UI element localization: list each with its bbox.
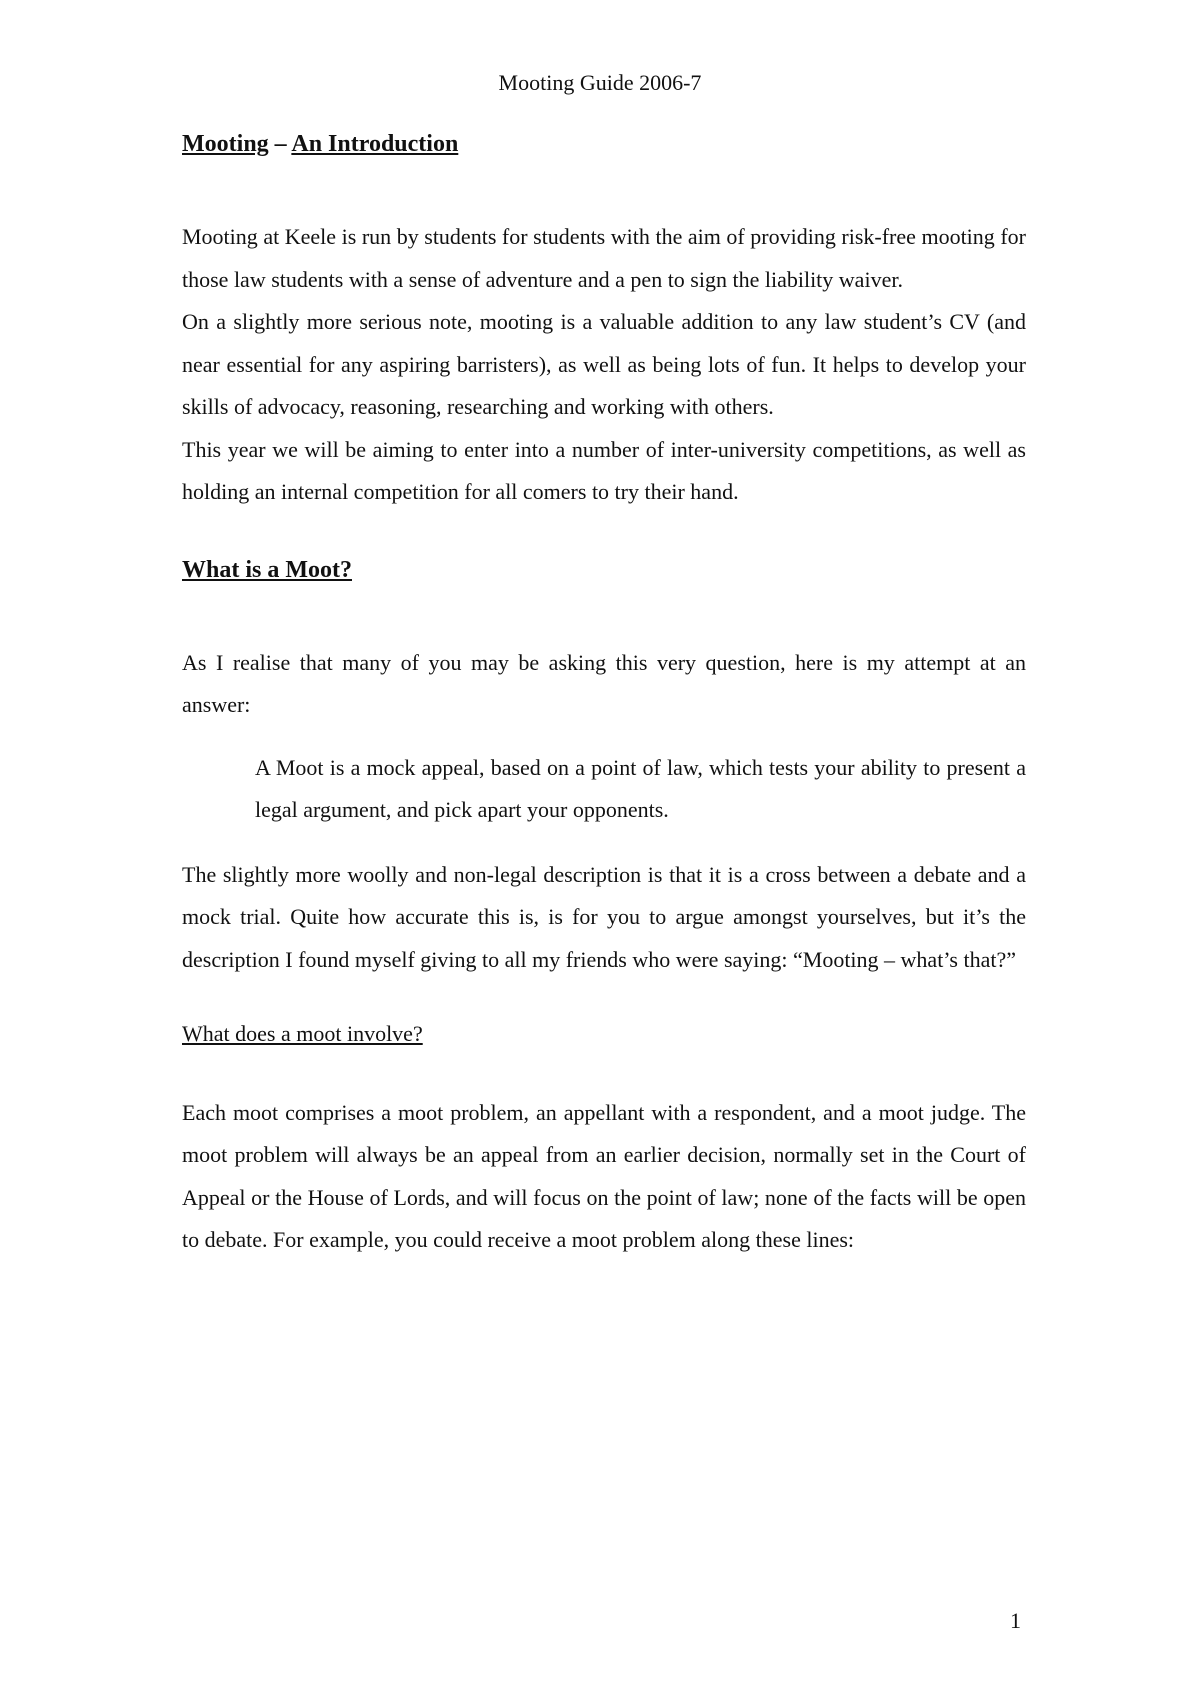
intro-paragraph-2: On a slightly more serious note, mooting is a valuable addition to any law student’s CV (and near essential for any aspiring barristers), as well as being lots of fun. It helps to develop your skills of advocacy, reasoning, researching and working with others. bbox=[182, 309, 1026, 419]
moot-intro-paragraph: As I realise that many of you may be asking this very question, here is my attempt at an answer: bbox=[182, 649, 1026, 717]
intro-paragraph-1: Mooting at Keele is run by students for students with the aim of providing risk-free mooting for those law students with a sense of adventure and a pen to sign the liability waiver. bbox=[182, 224, 1026, 292]
intro-paragraph-3: This year we will be aiming to enter into a number of inter-university competitions, as well as holding an internal competition for all comers to try their hand. bbox=[182, 436, 1026, 504]
section-title-what-is-a-moot: What is a Moot? bbox=[182, 556, 352, 583]
moot-description-paragraph: The slightly more woolly and non-legal description is that it is a cross between a debate and a mock trial. Quite how accurate this is, is for you to argue amongst yourselves, but it’s the description I found myself giving to all my friends who were saying: “Mooting – what’s that?” bbox=[182, 861, 1026, 972]
moot-involve-paragraph: Each moot comprises a moot problem, an appellant with a respondent, and a moot judge. The moot problem will always be an appeal from an earlier decision, normally set in the Court of Appeal or the House of Lords, and will focus on the point of law; none of the facts will be open to debate. For example, you could receive a moot problem along these lines: bbox=[182, 1099, 1026, 1252]
moot-definition-quote: A Moot is a mock appeal, based on a point of law, which tests your ability to present a legal argument, and pick apart your opponents. bbox=[255, 754, 1026, 822]
page-number: 1 bbox=[1010, 1608, 1021, 1633]
running-header: Mooting Guide 2006-7 bbox=[498, 70, 702, 95]
title-separator: – bbox=[268, 131, 292, 157]
document-body bbox=[182, 126, 1026, 1262]
title-word-mooting: Mooting bbox=[182, 131, 269, 157]
subsection-title-what-does-a-moot-involve: What does a moot involve? bbox=[182, 1021, 423, 1046]
title-an-introduction: An Introduction bbox=[291, 131, 459, 157]
section-title-introduction bbox=[182, 126, 1026, 162]
